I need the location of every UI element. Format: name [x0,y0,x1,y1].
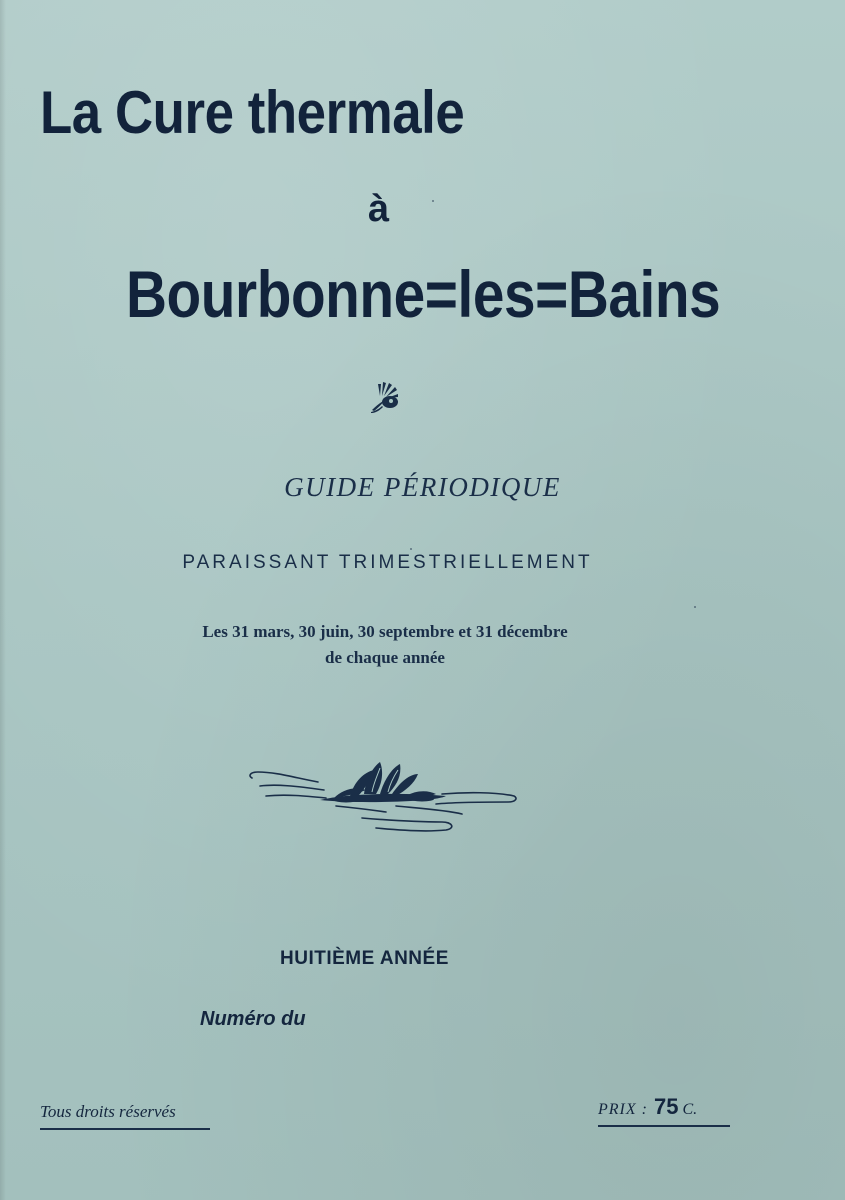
water-lily-ornament-icon [246,756,522,840]
paper-speck [410,548,412,550]
price-value: 75 [653,1094,679,1119]
frequency-line: PARAISSANT TRIMESTRIELLEMENT [182,552,593,573]
price-label: PRIX : [598,1101,648,1118]
publication-dates-line-2: de chaque année [325,648,445,667]
publication-dates-line-1: Les 31 mars, 30 juin, 30 septembre et 31 décembre [202,622,568,641]
rights-notice: Tous droits réservés [40,1102,210,1130]
issue-number-label: Numéro du [200,1008,306,1030]
page-edge-shadow [0,0,6,1200]
title-connector: à [368,188,390,230]
paper-speck [432,200,434,202]
price-unit: C. [682,1101,698,1118]
edition-year: HUITIÈME ANNÉE [280,948,449,969]
title-line-1: La Cure thermale [40,79,465,146]
flower-ornament-icon [366,378,406,418]
paper-speck [694,606,696,608]
guide-heading: GUIDE PÉRIODIQUE [284,472,561,502]
title-line-2: Bourbonne=les=Bains [126,257,721,331]
price-block [598,1094,730,1127]
